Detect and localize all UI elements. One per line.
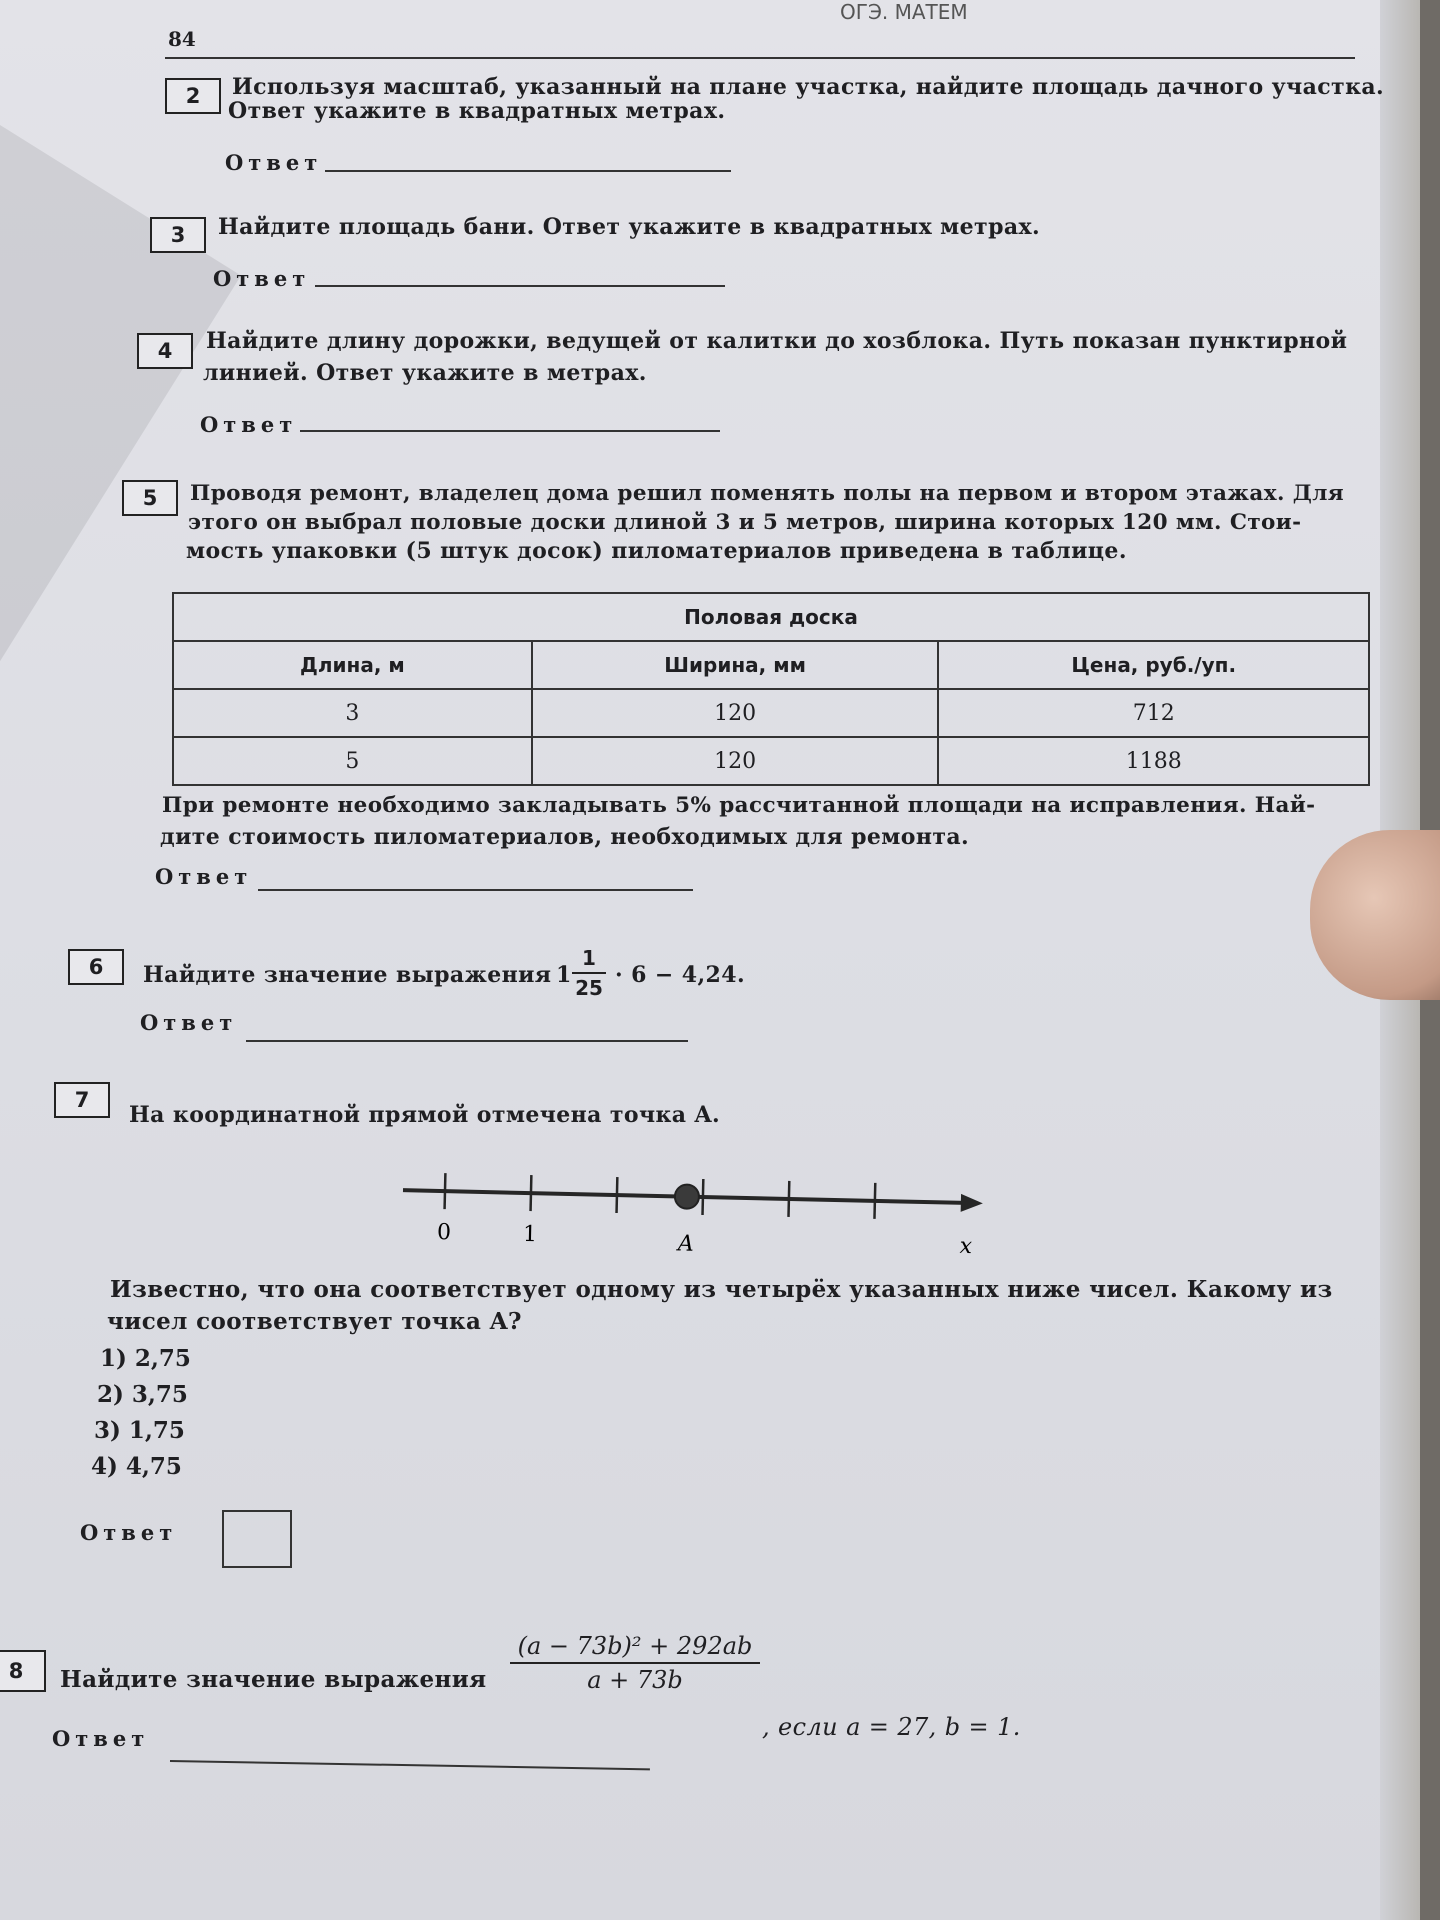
option-2[interactable]: 2) 3,75 (97, 1381, 188, 1408)
task-8-denominator: a + 73b (587, 1666, 683, 1694)
table-cell: 5 (173, 737, 532, 785)
label-one: 1 (522, 1221, 538, 1248)
task-4-answer-label: Ответ (200, 412, 298, 437)
task-5-text-1: Проводя ремонт, владелец дома решил поменять полы на первом и втором этажах. Для (190, 481, 1345, 506)
table-row (173, 689, 1369, 737)
task-2-text-2: Ответ укажите в квадратных метрах. (228, 98, 726, 124)
tick (445, 1173, 446, 1209)
task-6-number: 6 (68, 949, 124, 985)
task-7-answer-label: Ответ (80, 1520, 178, 1545)
task-5-answer-label: Ответ (155, 864, 253, 889)
task-4-number: 4 (137, 333, 193, 369)
task-2-answer-label: Ответ (225, 150, 323, 175)
task-5-after-1: При ремонте необходимо закладывать 5% рассчитанной площади на исправления. Най- (162, 793, 1316, 818)
task-7-number: 7 (54, 1082, 110, 1118)
label-x: x (959, 1233, 973, 1260)
table-cell: 1188 (938, 737, 1369, 785)
fraction-bar (510, 1662, 760, 1664)
task-4-answer-line[interactable] (300, 430, 720, 432)
task-5-number: 5 (122, 480, 178, 516)
task-6-fraction (572, 946, 606, 1000)
task-6-whole: 1 (556, 962, 572, 988)
task-5-text-3: мость упаковки (5 штук досок) пиломатериалов приведена в таблице. (186, 538, 1127, 564)
task-7-text: На координатной прямой отмечена точка A. (129, 1102, 721, 1128)
task-6-numerator: 1 (582, 946, 596, 970)
task-6-text: Найдите значение выражения (143, 962, 552, 988)
task-4-text-1: Найдите длину дорожки, ведущей от калитки до хозблока. Путь показан пунктирной (206, 328, 1348, 354)
table-cell: 120 (532, 737, 939, 785)
page-number: 84 (168, 27, 196, 51)
table-cell: 120 (532, 689, 939, 737)
header-title: ОГЭ. МАТЕМ (840, 0, 968, 24)
axis-arrow (961, 1194, 983, 1212)
task-6-denominator: 25 (575, 976, 603, 1000)
table-title: Половая доска (173, 593, 1369, 641)
task-6-answer-line[interactable] (246, 1040, 688, 1042)
task-3-answer-line[interactable] (315, 285, 725, 287)
table-header-length: Длина, м (173, 641, 532, 689)
task-8-number: 8 (0, 1650, 46, 1692)
tick (617, 1177, 618, 1213)
task-4-text-2: линией. Ответ укажите в метрах. (203, 360, 647, 386)
table-cell: 3 (173, 689, 532, 737)
task-8-answer-line[interactable] (170, 1760, 650, 1770)
task-5-answer-line[interactable] (258, 889, 693, 891)
task-6-tail: · 6 − 4,24. (615, 962, 746, 988)
task-7-answer-box[interactable] (222, 1510, 292, 1568)
point-a (675, 1184, 700, 1209)
option-3[interactable]: 3) 1,75 (94, 1417, 185, 1444)
task-7-after-2: чисел соответствует точка A? (107, 1308, 522, 1335)
label-zero: 0 (436, 1219, 452, 1246)
task-5-text-2: этого он выбрал половые доски длиной 3 и 5 метров, ширина которых 120 мм. Стои- (188, 510, 1302, 535)
tick (788, 1181, 789, 1217)
task-8-fraction (510, 1632, 760, 1694)
tick (874, 1183, 875, 1219)
option-1[interactable]: 1) 2,75 (100, 1345, 191, 1372)
table-cell: 712 (938, 689, 1369, 737)
boards-table (172, 592, 1370, 786)
fraction-bar (572, 972, 606, 974)
table-header-price: Цена, руб./уп. (938, 641, 1369, 689)
task-5-after-2: дите стоимость пиломатериалов, необходимых для ремонта. (160, 824, 970, 850)
task-8-answer-label: Ответ (52, 1726, 150, 1751)
table-header-width: Ширина, мм (532, 641, 939, 689)
number-line (395, 1160, 995, 1260)
task-3-answer-label: Ответ (213, 266, 311, 291)
task-6-answer-label: Ответ (140, 1010, 238, 1035)
task-2-answer-line[interactable] (325, 170, 731, 172)
task-8-numerator: (a − 73b)² + 292ab (517, 1632, 753, 1660)
task-8-text: Найдите значение выражения (60, 1666, 487, 1693)
task-7-after-1: Известно, что она соответствует одному из четырёх указанных ниже чисел. Какому из (110, 1276, 1333, 1303)
header-rule (165, 57, 1355, 59)
task-3-number: 3 (150, 217, 206, 253)
table-row (173, 737, 1369, 785)
tick (531, 1175, 532, 1211)
option-4[interactable]: 4) 4,75 (91, 1453, 182, 1480)
task-2-number: 2 (165, 78, 221, 114)
task-3-text: Найдите площадь бани. Ответ укажите в квадратных метрах. (218, 214, 1041, 240)
task-2-text-1: Используя масштаб, указанный на плане участка, найдите площадь дачного участка. (232, 74, 1385, 100)
label-point-a: A (677, 1231, 695, 1257)
task-8-tail: , если a = 27, b = 1. (762, 1713, 1021, 1741)
tick (703, 1179, 704, 1215)
